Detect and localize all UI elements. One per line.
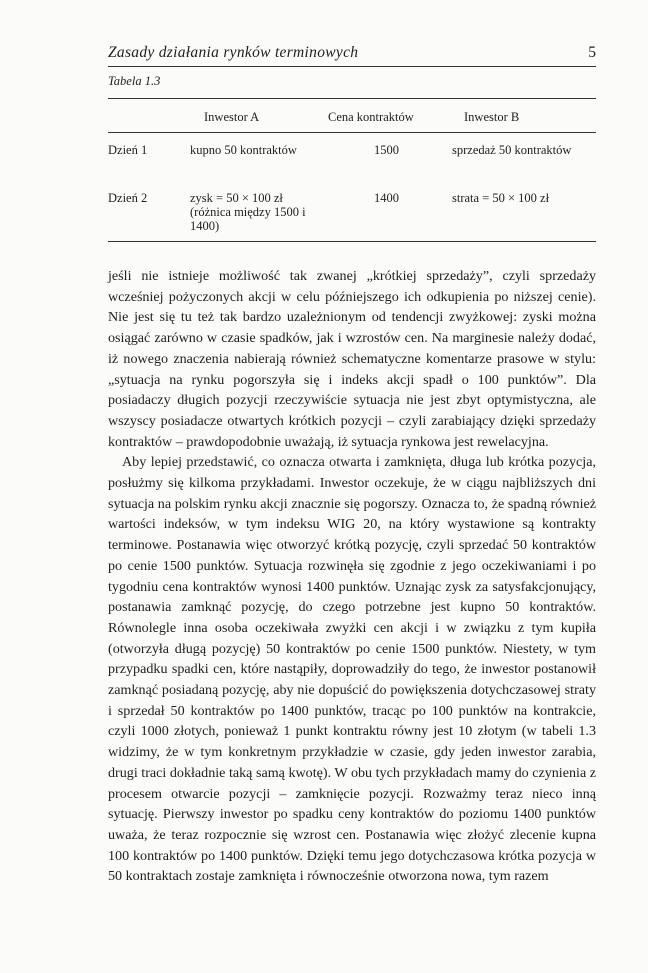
- paragraph: jeśli nie istnieje możliwość tak zwanej „krótkiej sprzedaży”, czyli sprzedaży wcześniej pożyczonych akcji w celu późniejszego ich odkupienia po niższej cenie). Nie jest się tu też tak bardzo uzależnionym od tendencji zwyżkowej: zyski można osiągać zarówno w czasie spadków, jak i wzrostów cen. Na marginesie należy dodać, iż nowego znaczenia nabierają również schematyczne komentarze prasowe w stylu: „sytuacja na rynku pogorszyła się i indeks akcji spadł o 100 punktów”. Dla posiadaczy długich pozycji rzeczywiście sytuacja nie jest zbyt optymistyczna, ale wszyscy posiadacze otwartych krótkich pozycji – czyli zarabiający dzięki sprzedaży kontraktów – prawdopodobnie uważają, iż sytuacja rynkowa jest rewelacyjna.: [108, 268, 596, 450]
- table-cell: zysk = 50 × 100 zł (różnica między 1500 i 1400): [190, 191, 306, 233]
- running-header: [108, 44, 596, 67]
- column-header-investor-a: Inwestor A: [204, 110, 260, 124]
- table-cell: kupno 50 kontraktów: [190, 143, 297, 157]
- table-cell: Dzień 2: [108, 191, 148, 205]
- table-cell: 1400: [374, 191, 399, 205]
- table-row: [108, 181, 596, 241]
- running-title: Zasady działania rynków terminowych: [108, 44, 359, 61]
- table-row: [108, 133, 596, 181]
- page-number: 5: [588, 44, 596, 61]
- paragraph: Aby lepiej przedstawić, co oznacza otwarta i zamknięta, długa lub krótka pozycja, posłużmy się kilkoma przykładami. Inwestor oczekuje, że w ciągu najbliższych dni sytuacja na polskim rynku akcji znacznie się pogorszy. Oznacza to, że spadną również wartości indeksów, w tym indeksu WIG 20, na który wystawione są kontrakty terminowe. Postanawia więc otworzyć krótką pozycję, czyli sprzedać 50 kontraktów po cenie 1500 punktów. Sytuacja rozwinęła się zgodnie z jego oczekiwaniami i po tygodniu cena kontraktów wynosi 1400 punktów. Uznając zysk za satysfakcjonujący, postanawia zamknąć pozycję, do czego potrzebne jest kupno 50 kontraktów. Równolegle inna osoba oczekiwała zwyżki cen akcji i w związku z tym kupiła (otworzyła długą pozycję) 50 kontraktów po cenie 1500 punktów. Niestety, w tym przypadku spadki cen, które nastąpiły, doprowadziły do tego, że inwestor postanowił zamknąć posiadaną pozycję, aby nie dopuścić do powiększenia dotychczasowej straty i sprzedał 50 kontraktów po 1400 punktów, tracąc po 100 punktów na kontrakcie, czyli 1000 złotych, ponieważ 1 punkt kontraktu równy jest 10 złotym (w tabeli 1.3 widzimy, że w tym konkretnym przykładzie w czasie, gdy jeden inwestor zarabia, drugi traci dokładnie taką samą kwotę). W obu tych przykładach mamy do czynienia z procesem otwarcie pozycji – zamknięcie pozycji. Rozważmy teraz nieco inną sytuację. Pierwszy inwestor po spadku ceny kontraktów do poziomu 1400 punktów uważa, że teraz rozpocznie się wzrost cen. Postanawia więc złożyć zlecenie kupna 100 kontraktów po 1400 punktów. Dzięki temu jego dotychczasowa krótka pozycja w 50 kontraktach zostaje zamknięta i równocześnie otworzona nowa, tym razem: [108, 454, 596, 885]
- body-text: [108, 266, 596, 887]
- table: [108, 98, 596, 242]
- table-cell: 1500: [374, 143, 399, 157]
- table-caption: Tabela 1.3: [108, 74, 161, 88]
- table-cell: strata = 50 × 100 zł: [452, 191, 550, 205]
- table-cell: Dzień 1: [108, 143, 148, 157]
- table-cell: sprzedaż 50 kontraktów: [452, 143, 572, 157]
- column-header-investor-b: Inwestor B: [464, 110, 520, 124]
- column-header-contract-price: Cena kontraktów: [328, 110, 414, 124]
- table-header-row: [108, 99, 596, 133]
